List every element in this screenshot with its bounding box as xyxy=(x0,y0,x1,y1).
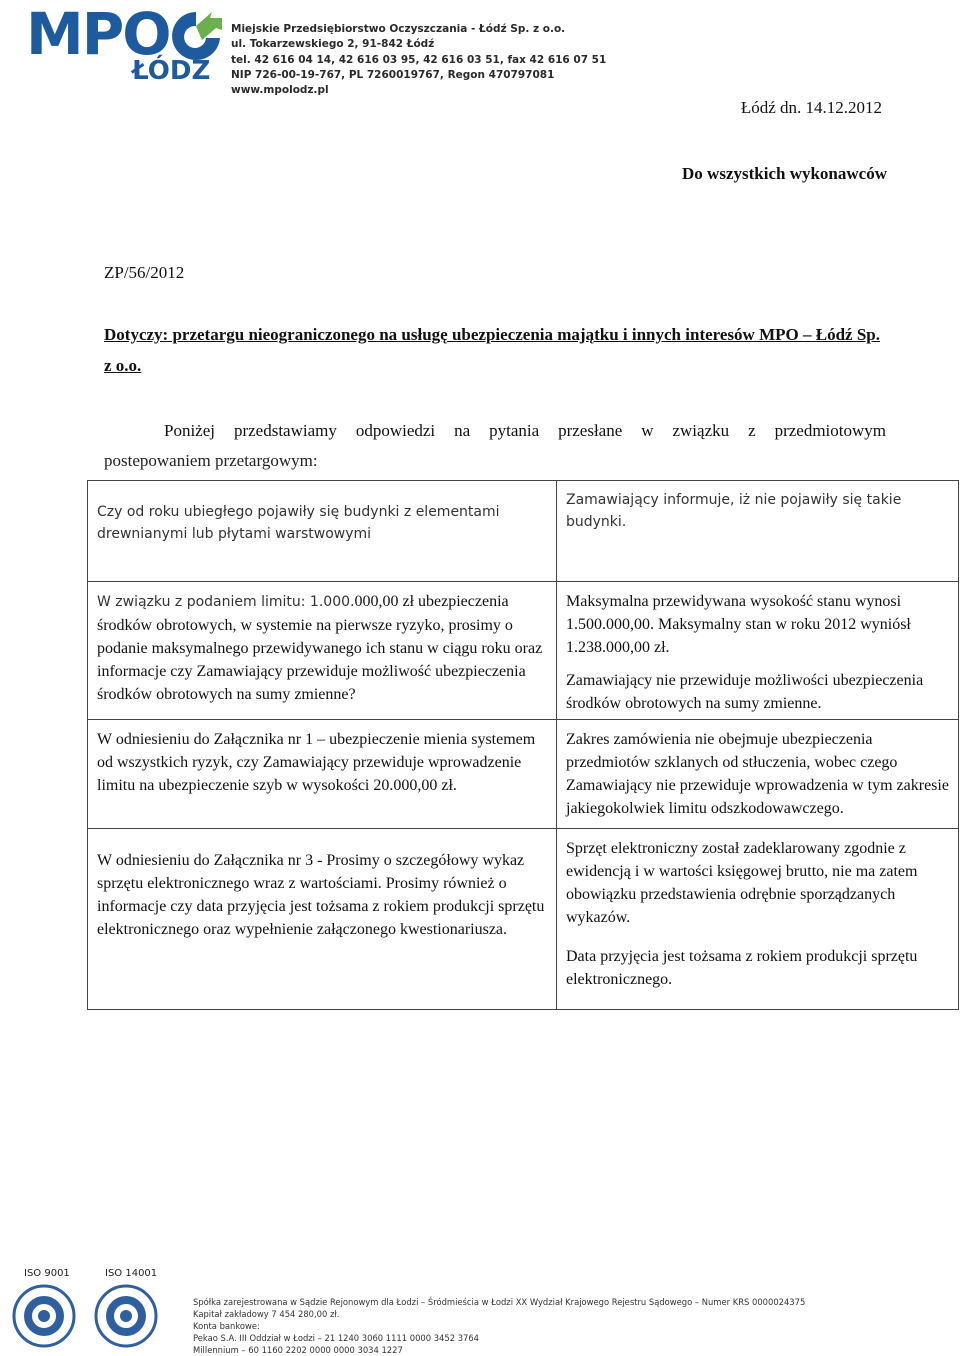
company-info xyxy=(231,22,606,98)
company-tax-ids: NIP 726-00-19-767, PL 7260019767, Regon 470797081 xyxy=(231,68,555,81)
company-website[interactable]: www.mpolodz.pl xyxy=(231,84,329,97)
reference-number: ZP/56/2012 xyxy=(104,263,185,282)
letter-recipient: Do wszystkich wykonawców xyxy=(682,164,887,183)
answer-text-2: Zamawiający nie przewiduje możliwości ubezpieczenia środków obrotowych na sumy zmienne. xyxy=(566,672,924,712)
question-cell xyxy=(88,582,557,720)
qa-table xyxy=(87,480,959,1010)
logo-text: MPO xyxy=(26,0,170,68)
answer-cell: Zamawiający informuje, iż nie pojawiły się takie budynki. xyxy=(557,481,959,582)
table-row xyxy=(88,720,959,829)
iso-certificates xyxy=(10,1268,160,1352)
question-cell: Czy od roku ubiegłego pojawiły się budynki z elementami drewnianymi lub płytami warstwowymi xyxy=(88,481,557,582)
certificate-seal-icon xyxy=(12,1284,76,1348)
mpo-logo xyxy=(26,0,211,90)
answer-text: Maksymalna przewidywana wysokość stanu wynosi 1.500.000,00. Maksymalny stan w roku 2012 wyniósł 1.238.000,00 zł. xyxy=(566,593,911,656)
question-cell: W odniesieniu do Załącznika nr 3 - Prosimy o szczegółowy wykaz sprzętu elektronicznego wraz z wartościami. Prosimy również o informacje czy data przyjęcia jest tożsama z rokiem produkcji sprzętu elektronicznego oraz wypełnienie załączonego kwestionariusza. xyxy=(88,829,557,1010)
intro-line-2: postepowaniem przetargowym: xyxy=(104,451,318,470)
legal-bank-millennium: Millennium – 60 1160 2202 0000 0000 3034 1227 xyxy=(193,1345,403,1356)
question-cell: W odniesieniu do Załącznika nr 1 – ubezpieczenie mienia systemem od wszystkich ryzyk, czy Zamawiający przewiduje wprowadzenie limitu na ubezpieczenie szyb w wysokości 20.000,00 zł. xyxy=(88,720,557,829)
table-row xyxy=(88,481,959,582)
answer-cell xyxy=(557,829,959,1010)
answer-cell: Zakres zamówienia nie obejmuje ubezpieczenia przedmiotów szklanych od stłuczenia, wobec czego Zamawiający nie przewiduje wprowadzenia w tym zakresie jakiegokolwiek limitu odszkodowawczego. xyxy=(557,720,959,829)
legal-registration: Spółka zarejestrowana w Sądzie Rejonowym dla Łodzi – Śródmieścia w Łodzi XX Wydział Krajowego Rejestru Sądowego – Numer KRS 0000024375 xyxy=(193,1297,806,1307)
iso-9001-label: ISO 9001 xyxy=(24,1268,70,1279)
company-name: Miejskie Przedsiębiorstwo Oczyszczania - Łódź Sp. z o.o. xyxy=(231,23,566,35)
question-text: 000,00 zł ubezpieczenia środków obrotowych, w systemie na pierwsze ryzyko, prosimy o podanie maksymalnego przewidywanego ich stanu w ciągu roku oraz informacje czy Zamawiający przewiduje możliwość ubezpieczenia środków obrotowych na sumy zmienne? xyxy=(97,593,543,703)
certificate-seal-icon xyxy=(94,1284,158,1348)
question-lead: W związku z podaniem limitu: 1.000. xyxy=(97,594,355,610)
letter-date: Łódź dn. 14.12.2012 xyxy=(740,98,882,117)
iso-14001-label: ISO 14001 xyxy=(105,1268,158,1279)
legal-bank-pekao: Pekao S.A. III Oddział w Łodzi – 21 1240 3060 1111 0000 3452 3764 xyxy=(193,1333,480,1344)
legal-capital: Kapitał zakładowy 7 454 280,00 zł. xyxy=(193,1309,340,1320)
company-address: ul. Tokarzewskiego 2, 91-842 Łódź xyxy=(231,38,435,51)
legal-info xyxy=(193,1296,805,1356)
answer-text-2: Data przyjęcia jest tożsama z rokiem produkcji sprzętu elektronicznego. xyxy=(566,948,918,988)
legal-bank-heading: Konta bankowe: xyxy=(193,1321,260,1332)
intro-line-1: Poniżej przedstawiamy odpowiedzi na pytania przesłane w związku z przedmiotowym xyxy=(164,421,886,440)
table-row xyxy=(88,582,959,720)
logo-city: ŁÓDŹ xyxy=(132,56,211,86)
answer-cell xyxy=(557,582,959,720)
answer-text: Sprzęt elektroniczny został zadeklarowany zgodnie z ewidencją i w wartości księgowej brutto, nie ma zatem obowiązku przedstawienia odrębnie sporządzanych wykazów. xyxy=(566,840,918,926)
table-row xyxy=(88,829,959,1010)
letter-subject: Dotyczy: przetargu nieograniczonego na usługę ubezpieczenia majątku i innych interesów MPO – Łódź Sp. z o.o. xyxy=(104,325,880,375)
company-phone: tel. 42 616 04 14, 42 616 03 95, 42 616 03 51, fax 42 616 07 51 xyxy=(231,53,607,66)
